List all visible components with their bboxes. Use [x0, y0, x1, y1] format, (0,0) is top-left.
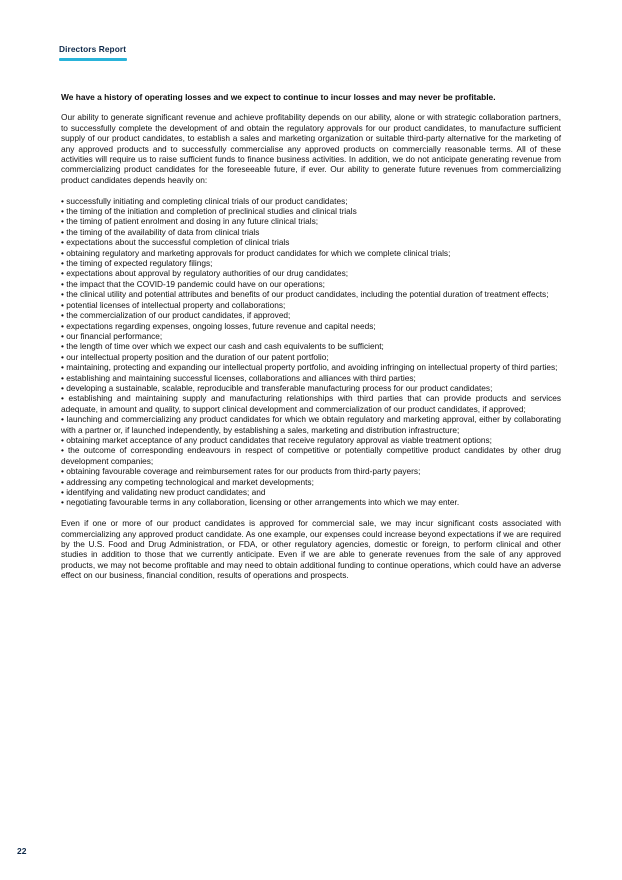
- document-body: [61, 92, 561, 581]
- list-item: • obtaining favourable coverage and reimbursement rates for our products from third-party payers;: [61, 466, 421, 477]
- header-accent-underline: [59, 58, 127, 61]
- list-item: • the length of time over which we expect our cash and cash equivalents to be sufficient;: [61, 341, 384, 352]
- list-item: • our intellectual property position and the duration of our patent portfolio;: [61, 351, 329, 362]
- list-item: • the clinical utility and potential attributes and benefits of our product candidates, including the potential duration of treatment effects;: [61, 289, 549, 300]
- section-title: Directors Report: [59, 44, 127, 54]
- list-item: • obtaining market acceptance of any product candidates that receive regulatory approval as viable treatment options;: [61, 434, 492, 445]
- page-number: 22: [17, 846, 27, 856]
- risk-heading: We have a history of operating losses and we expect to continue to incur losses and may never be profitable.: [61, 92, 496, 102]
- list-item: • the timing of the initiation and completion of preclinical studies and clinical trials: [61, 206, 357, 217]
- list-item: • successfully initiating and completing clinical trials of our product candidates;: [61, 195, 348, 206]
- list-item: • potential licenses of intellectual property and collaborations;: [61, 299, 286, 310]
- list-item: • expectations regarding expenses, ongoing losses, future revenue and capital needs;: [61, 320, 376, 331]
- bullet-list: [61, 196, 561, 508]
- intro-paragraph: Our ability to generate significant revenue and achieve profitability depends on our ability, alone or with strategic collaboration partners, to successfully complete the development of and obtain the regulatory approvals for our product candidates, to manufacture sufficient supply of our product candidates, to establish a sales and marketing organization or suitable third-party alternative for the marketing of any approved products and to successfully commercialise any approved products on commercially reasonable terms. All of these activities will require us to raise sufficient funds to finance business activities. In addition, we do not anticipate generating revenue from commercializing product candidates for the foreseeable future, if ever. Our ability to generate future revenues from commercializing product candidates depends heavily on:: [61, 112, 561, 185]
- list-item: • obtaining regulatory and marketing approvals for product candidates for which we complete clinical trials;: [61, 247, 451, 258]
- list-item: • the timing of patient enrolment and dosing in any future clinical trials;: [61, 216, 319, 227]
- list-item: • the timing of expected regulatory filings;: [61, 258, 213, 269]
- list-item: • establishing and maintaining successful licenses, collaborations and alliances with third parties;: [61, 372, 416, 383]
- list-item: • launching and commercializing any product candidates for which we obtain regulatory and marketing approval, either by collaborating with a partner or, if launched independently, by establishing a sales, marketing and distribution infrastructure;: [61, 414, 561, 435]
- list-item: • negotiating favourable terms in any collaboration, licensing or other arrangements into which we may enter.: [61, 497, 460, 508]
- list-item: • the outcome of corresponding endeavours in respect of competitive or potentially competitive product candidates by other drug development companies;: [61, 445, 561, 466]
- page-header: [59, 44, 127, 61]
- list-item: • expectations about the successful completion of clinical trials: [61, 237, 290, 248]
- list-item: • developing a sustainable, scalable, reproducible and transferable manufacturing process for our product candidates;: [61, 382, 493, 393]
- list-item: • our financial performance;: [61, 330, 163, 341]
- closing-paragraph: Even if one or more of our product candidates is approved for commercial sale, we may incur significant costs associated with commercializing any approved product candidate. As one example, our expenses could increase beyond expectations if we are required by the U.S. Food and Drug Administration, or FDA, or other regulatory agencies, domestic or foreign, to perform clinical and other studies in addition to those that we currently anticipate. Even if we are able to generate revenues from the sale of any approved products, we may not become profitable and may need to obtain additional funding to continue operations, which could have an adverse effect on our business, financial condition, results of operations and prospects.: [61, 518, 561, 581]
- list-item: • the timing of the availability of data from clinical trials: [61, 226, 260, 237]
- list-item: • expectations about approval by regulatory authorities of our drug candidates;: [61, 268, 349, 279]
- list-item: • the impact that the COVID-19 pandemic could have on our operations;: [61, 278, 325, 289]
- list-item: • addressing any competing technological and market developments;: [61, 476, 314, 487]
- list-item: • maintaining, protecting and expanding our intellectual property portfolio, and avoiding infringing on intellectual property of third parties;: [61, 362, 558, 373]
- list-item: • establishing and maintaining supply and manufacturing relationships with third parties that can provide products and services adequate, in amount and quality, to support clinical development and commercialization of our product candidates, if approved;: [61, 393, 561, 414]
- list-item: • identifying and validating new product candidates; and: [61, 487, 266, 498]
- list-item: • the commercialization of our product candidates, if approved;: [61, 310, 291, 321]
